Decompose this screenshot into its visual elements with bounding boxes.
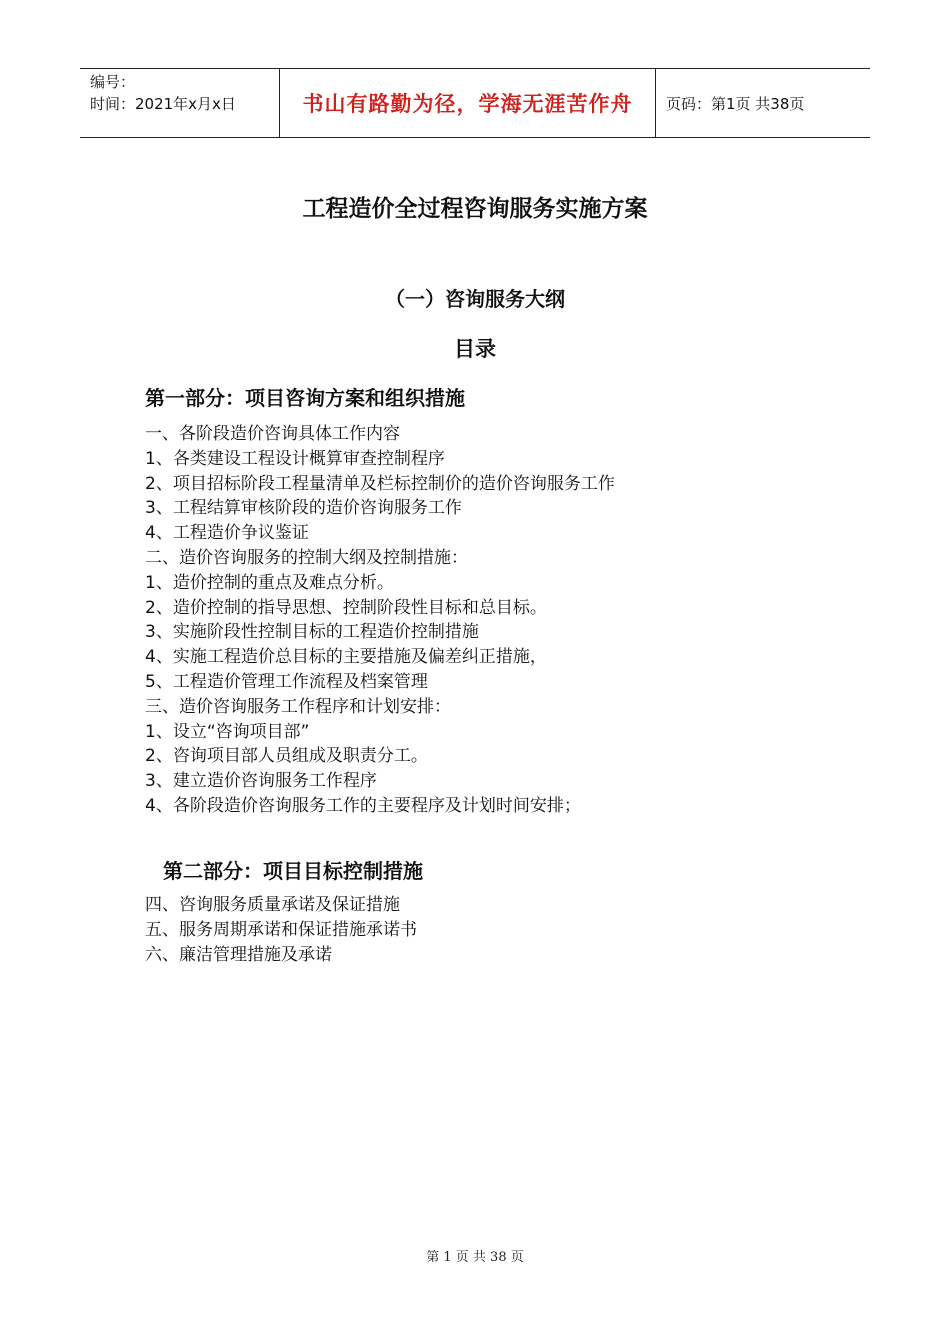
toc-item: 三、造价咨询服务工作程序和计划安排： bbox=[145, 696, 451, 717]
page-footer: 第 1 页 共 38 页 bbox=[426, 1250, 524, 1265]
toc-item: 3、工程结算审核阶段的造价咨询服务工作 bbox=[145, 498, 462, 519]
toc-item: 六、廉洁管理措施及承诺 bbox=[145, 944, 332, 965]
document-subtitle: （一）咨询服务大纲 bbox=[385, 287, 565, 311]
toc-item: 2、项目招标阶段工程量清单及栏标控制价的造价咨询服务工作 bbox=[145, 473, 615, 494]
toc-item: 2、造价控制的指导思想、控制阶段性目标和总目标。 bbox=[145, 597, 547, 618]
header-meta bbox=[80, 69, 280, 137]
toc-item: 3、实施阶段性控制目标的工程造价控制措施 bbox=[145, 622, 479, 643]
part1-list bbox=[145, 422, 615, 819]
toc-item: 1、造价控制的重点及难点分析。 bbox=[145, 572, 394, 593]
toc-item: 4、实施工程造价总目标的主要措施及偏差纠正措施， bbox=[145, 647, 547, 668]
toc-item: 4、各阶段造价咨询服务工作的主要程序及计划时间安排； bbox=[145, 795, 581, 816]
date-label: 时间：2021年x月x日 bbox=[90, 95, 236, 113]
page-header bbox=[80, 68, 870, 138]
part1-heading: 第一部分：项目咨询方案和组织措施 bbox=[145, 386, 465, 410]
toc-item: 1、设立“咨询项目部” bbox=[145, 721, 310, 742]
toc-item: 5、工程造价管理工作流程及档案管理 bbox=[145, 671, 428, 692]
toc-item: 1、各类建设工程设计概算审查控制程序 bbox=[145, 448, 445, 469]
header-motto: 书山有路勤为径，学海无涯苦作舟 bbox=[280, 69, 656, 137]
toc-item: 4、工程造价争议鉴证 bbox=[145, 523, 309, 544]
header-page-info: 页码：第1页 共38页 bbox=[666, 94, 805, 113]
part2-heading: 第二部分：项目目标控制措施 bbox=[163, 859, 423, 883]
toc-item: 2、咨询项目部人员组成及职责分工。 bbox=[145, 746, 428, 767]
toc-item: 3、建立造价咨询服务工作程序 bbox=[145, 771, 377, 792]
toc-item: 五、服务周期承诺和保证措施承诺书 bbox=[145, 919, 417, 940]
number-label: 编号： bbox=[90, 73, 136, 91]
part2-list bbox=[145, 893, 417, 967]
toc-item: 二、造价咨询服务的控制大纲及控制措施： bbox=[145, 547, 468, 568]
toc-title: 目录 bbox=[454, 337, 496, 361]
document-title: 工程造价全过程咨询服务实施方案 bbox=[302, 196, 648, 222]
toc-item: 四、咨询服务质量承诺及保证措施 bbox=[145, 895, 400, 915]
toc-item: 一、各阶段造价咨询具体工作内容 bbox=[145, 424, 400, 444]
